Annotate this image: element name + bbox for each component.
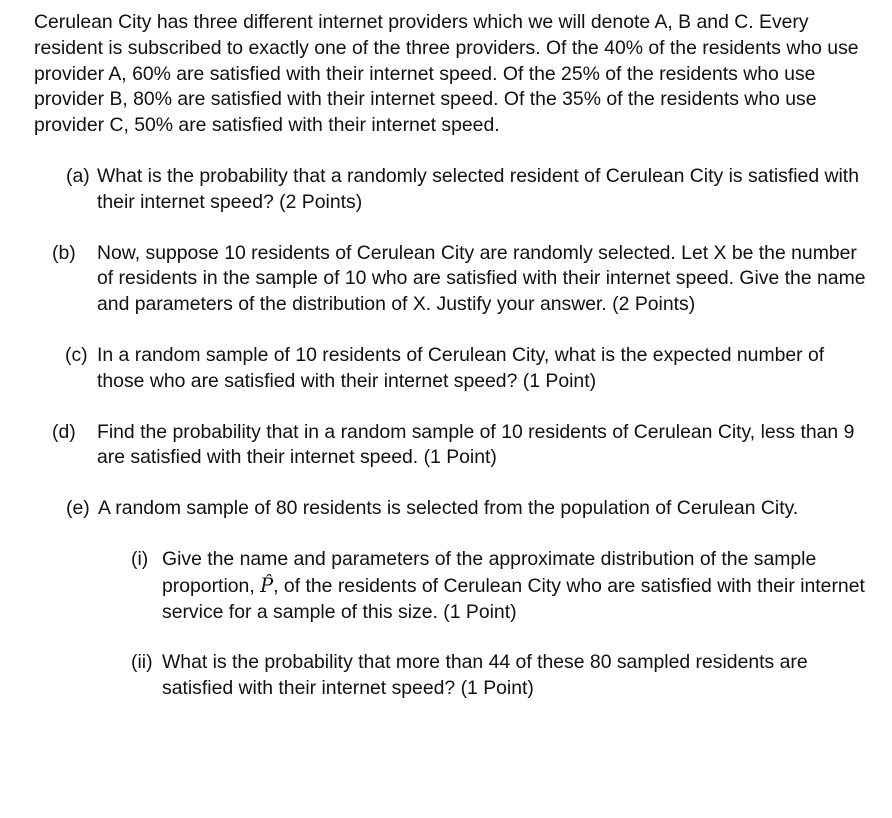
question-c: [34, 343, 870, 395]
question-a-label: (a): [66, 164, 90, 187]
question-d-label: (d): [52, 420, 76, 443]
question-a: [34, 164, 870, 216]
question-e-ii-label: (ii): [131, 651, 153, 674]
question-e-i-label: (i): [131, 547, 149, 570]
question-e-i-text: [162, 547, 870, 625]
question-b-text: Now, suppose 10 residents of Cerulean City are randomly selected. Let X be the number of residents in the sample of 10 who are satisfied with their internet speed. Give the name and parameters of the distribution of X. Justify your answer. (2 Points): [97, 241, 866, 316]
p-hat-symbol: P̂: [260, 573, 274, 597]
question-e-ii: [34, 650, 870, 702]
question-d-text: Find the probability that in a random sample of 10 residents of Cerulean City, less than 9 are satisfied with their internet speed. (1 Point): [97, 420, 855, 469]
question-a-text: What is the probability that a randomly selected resident of Cerulean City is satisfied with their internet speed? (2 Points): [97, 164, 859, 213]
question-e-i-text-before: Give the name and parameters of the approximate distribution of the sample proportion,: [162, 547, 817, 597]
question-e-text: A random sample of 80 residents is selected from the population of Cerulean City.: [98, 497, 799, 520]
question-b: [34, 241, 870, 318]
problem-document: [34, 10, 870, 702]
question-b-label: (b): [52, 241, 76, 264]
question-c-text: In a random sample of 10 residents of Cerulean City, what is the expected number of those who are satisfied with their internet speed? (1 Point): [97, 343, 825, 392]
problem-intro: Cerulean City has three different internet providers which we will denote A, B and C. Every resident is subscribed to exactly one of the three providers. Of the 40% of the residents who use provider A, 60% are satisfied with their internet speed. Of the 25% of the residents who use provider B, 80% are satisfied with their internet speed. Of the 35% of the residents who use provider C, 50% are satisfied with their internet speed.: [34, 11, 859, 137]
question-e-ii-text: What is the probability that more than 44 of these 80 sampled residents are satisfied with their internet speed? (1 Point): [162, 651, 808, 700]
question-c-label: (c): [65, 343, 88, 366]
question-e: [34, 496, 870, 522]
question-e-label: (e): [66, 497, 90, 520]
question-e-i-text-after: , of the residents of Cerulean City who are satisfied with their internet service for a sample of this size. (1 Point): [162, 574, 865, 623]
question-d: [34, 420, 870, 472]
question-e-i: [34, 547, 870, 625]
